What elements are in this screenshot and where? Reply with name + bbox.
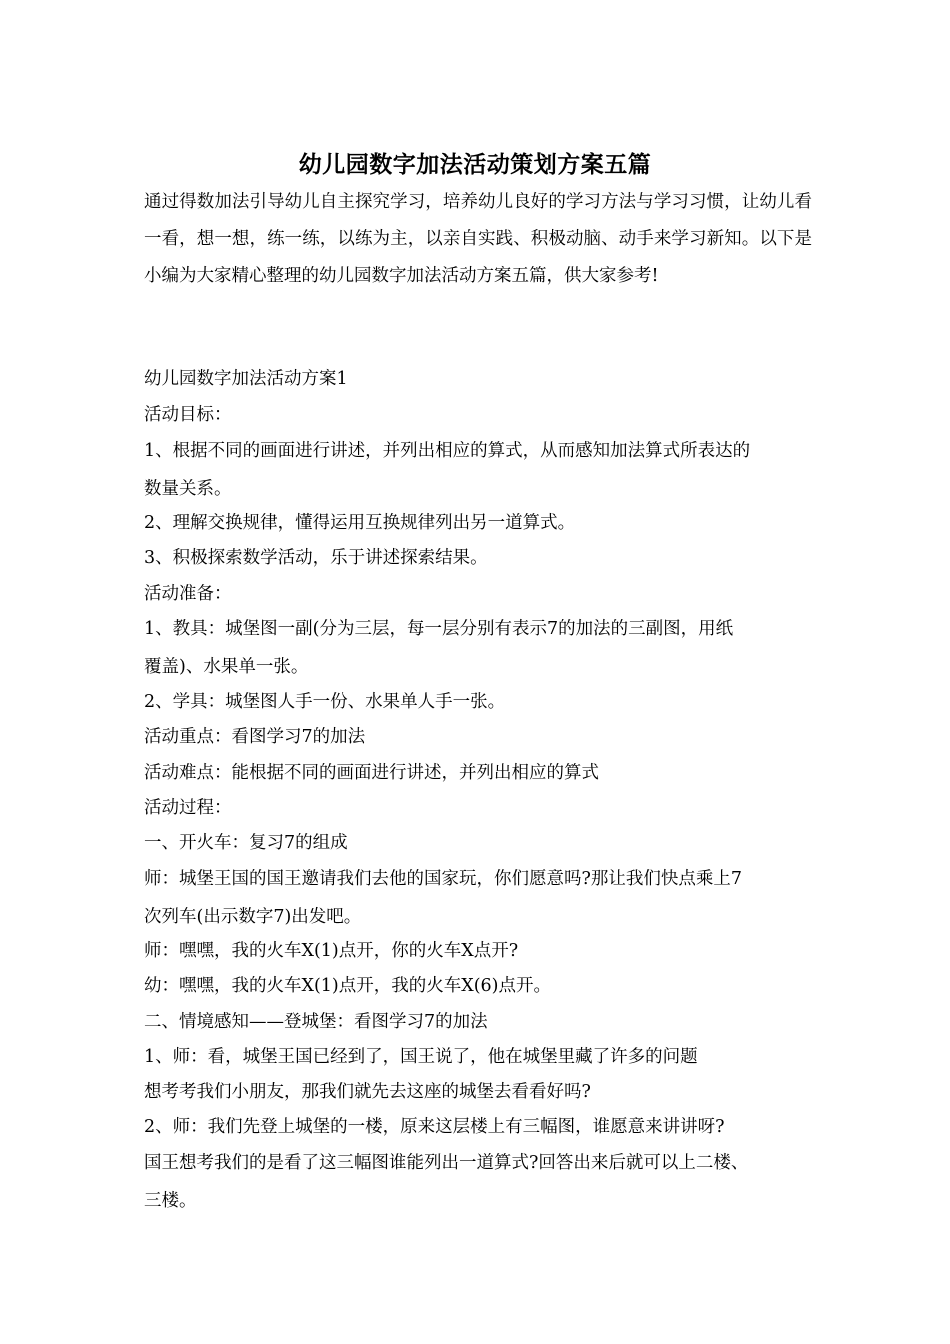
text-line: 一、开火车：复习7的组成 — [144, 833, 348, 853]
text-line: 师：嘿嘿，我的火车X(1)点开，你的火车X点开? — [144, 941, 519, 961]
text-line: 1、师：看，城堡王国已经到了，国王说了，他在城堡里藏了许多的问题 — [144, 1047, 698, 1067]
text-line: 数量关系。 — [144, 479, 232, 499]
text-line: 活动目标： — [144, 405, 232, 425]
text-line: 三楼。 — [144, 1191, 197, 1211]
text-line: 2、理解交换规律，懂得运用互换规律列出另一道算式。 — [144, 513, 576, 533]
text-line: 活动重点：看图学习7的加法 — [144, 727, 366, 747]
text-line: 想考考我们小朋友，那我们就先去这座的城堡去看看好吗? — [144, 1082, 591, 1102]
text-line: 1、根据不同的画面进行讲述，并列出相应的算式，从而感知加法算式所表达的 — [144, 441, 751, 461]
text-line: 3、积极探索数学活动，乐于讲述探索结果。 — [144, 548, 488, 568]
section-heading: 幼儿园数字加法活动方案1 — [144, 369, 348, 389]
text-line: 覆盖)、水果单一张。 — [144, 657, 309, 677]
text-line: 师：城堡王国的国王邀请我们去他的国家玩，你们愿意吗?那让我们快点乘上7 — [144, 869, 743, 889]
text-line: 活动准备： — [144, 584, 232, 604]
text-line: 次列车(出示数字7)出发吧。 — [144, 907, 362, 927]
text-line: 2、师：我们先登上城堡的一楼，原来这层楼上有三幅图，谁愿意来讲讲呀? — [144, 1117, 725, 1137]
text-line: 1、教具：城堡图一副(分为三层，每一层分别有表示7的加法的三副图，用纸 — [144, 619, 734, 639]
document-title: 幼儿园数字加法活动策划方案五篇 — [298, 151, 652, 179]
text-line: 活动过程： — [144, 798, 232, 818]
text-line: 2、学具：城堡图人手一份、水果单人手一张。 — [144, 692, 506, 712]
intro-paragraph: 通过得数加法引导幼儿自主探究学习，培养幼儿良好的学习方法与学习习惯，让幼儿看一看，想一想，练一练，以练为主，以亲自实践、积极动脑、动手来学习新知。以下是小编为大家精心整理的幼儿园数字加法活动方案五篇，供大家参考! — [144, 192, 812, 286]
text-line: 活动难点：能根据不同的画面进行讲述，并列出相应的算式 — [144, 763, 599, 783]
text-line: 国王想考我们的是看了这三幅图谁能列出一道算式?回答出来后就可以上二楼、 — [144, 1153, 749, 1173]
text-line: 幼：嘿嘿，我的火车X(1)点开，我的火车X(6)点开。 — [144, 976, 551, 996]
text-line: 二、情境感知——登城堡：看图学习7的加法 — [144, 1012, 488, 1032]
